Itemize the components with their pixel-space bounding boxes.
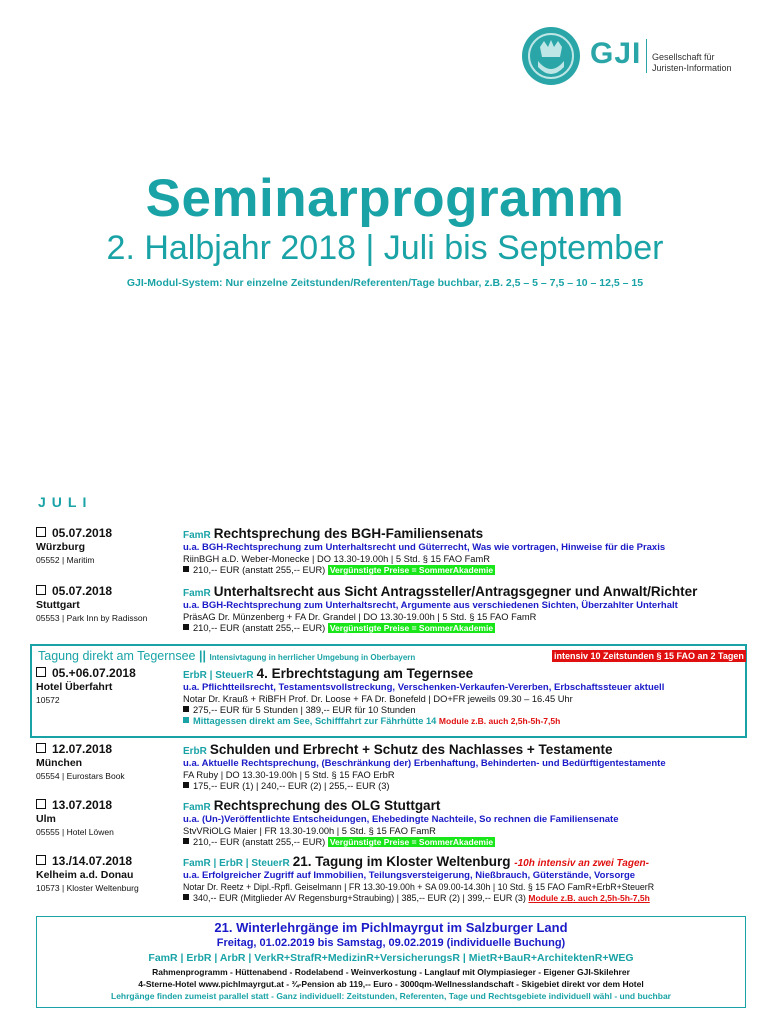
gji-logo <box>522 27 762 87</box>
logo-divider <box>646 39 647 73</box>
event-date: 05.07.2018 <box>52 584 113 598</box>
event-info: Notar Dr. Reetz + Dipl.-Rpfl. Geiselmann | FR 13.30-19.00h + SA 09.00-14.30h | 10 Std. § 15 FAO FamR+ErbR+SteuerR <box>183 882 655 892</box>
logo-sub-line1: Gesellschaft für <box>652 52 715 62</box>
event-date: 13./14.07.2018 <box>52 854 133 868</box>
bullet-square-icon <box>183 624 189 630</box>
event-city: München <box>36 757 83 769</box>
event-info: PräsAG Dr. Münzenberg + FA Dr. Grandel | DO 13.30-19.00h | 5 Std. § 15 FAO FamR <box>183 612 537 622</box>
discount-badge: Vergünstigte Preise = SommerAkademie <box>329 623 494 633</box>
intensive-badge: intensiv 10 Zeitstunden § 15 FAO an 2 Tagen <box>554 651 744 661</box>
bullet-square-icon <box>183 706 189 712</box>
event-title: Schulden und Erbrecht + Schutz des Nachlasses + Testamente <box>209 742 613 757</box>
event-code: 10573 | Kloster Weltenburg <box>36 883 139 893</box>
event-city: Würzburg <box>36 541 85 553</box>
bullet-square-icon <box>183 782 189 788</box>
event-description: u.a. BGH-Rechtsprechung zum Unterhaltsrecht, Argumente aus verschiedenen Sichten, Überzahlter Unterhalt <box>183 600 678 611</box>
event-price: 340,-- EUR (Mitglieder AV Regensburg+Straubing) | 385,-- EUR (2) | 399,-- EUR (3) <box>193 893 526 903</box>
module-note: Module z.B. auch 2,5h-5h-7,5h <box>528 893 650 903</box>
checkbox-icon[interactable] <box>36 527 46 537</box>
bullet-square-icon <box>183 838 189 844</box>
winter-fields: FamR | ErbR | ArbR | VerkR+StrafR+MedizinR+VersicherungsR | MietR+BauR+ArchitektenR+WEG <box>148 952 634 964</box>
page-subtitle: 2. Halbjahr 2018 | Juli bis September <box>106 229 664 267</box>
event-description: u.a. BGH-Rechtsprechung zum Unterhaltsrecht und Güterrecht, Was wie vortragen, Hinweise für die Praxis <box>183 542 666 553</box>
event-price: 210,-- EUR (anstatt 255,-- EUR) <box>193 837 326 847</box>
event-title: Unterhaltsrecht aus Sicht Antragssteller/Antragsgegner und Anwalt/Richter <box>213 584 698 599</box>
event-date: 05.+06.07.2018 <box>52 666 136 680</box>
event-tag: FamR <box>183 530 211 541</box>
discount-badge: Vergünstigte Preise = SommerAkademie <box>329 837 494 847</box>
month-heading: JULI <box>38 494 93 510</box>
event-title: 4. Erbrechtstagung am Tegernsee <box>256 666 474 681</box>
event-description: u.a. Erfolgreicher Zugriff auf Immobilien, Teilungsversteigerung, Nießbrauch, Güterstände, Vorsorge <box>183 870 636 881</box>
event-date: 05.07.2018 <box>52 526 113 540</box>
tegernsee-subtitle: Intensivtagung in herrlicher Umgebung in Oberbayern <box>209 653 416 662</box>
tegernsee-separator: || <box>199 649 206 663</box>
event-code: 05553 | Park Inn by Radisson <box>36 613 148 623</box>
bullet-square-icon <box>183 894 189 900</box>
event-date: 12.07.2018 <box>52 742 113 756</box>
checkbox-icon[interactable] <box>36 743 46 753</box>
event-description: u.a. Aktuelle Rechtsprechung, (Beschränkung der) Erbenhaftung, Behinderten- und Bedürftigentestamente <box>183 758 666 769</box>
event-city: Kelheim a.d. Donau <box>36 869 134 881</box>
event-title: Rechtsprechung des OLG Stuttgart <box>213 798 441 813</box>
event-price: 275,-- EUR für 5 Stunden | 389,-- EUR für 10 Stunden <box>193 705 416 715</box>
event-tag: FamR | ErbR | SteuerR <box>183 858 290 869</box>
event-tag: ErbR <box>183 746 207 757</box>
event-city: Stuttgart <box>36 599 80 611</box>
module-note: Module z.B. auch 2,5h-5h-7,5h <box>438 716 561 726</box>
event-city: Hotel Überfahrt <box>36 681 113 693</box>
winter-program: Rahmenprogramm - Hüttenabend - Rodelabend - Weinverkostung - Langlauf mit Olympiasieger - Eigener GJI-Skilehrer <box>152 967 630 977</box>
event-code: 05554 | Eurostars Book <box>36 771 125 781</box>
winter-courses-box <box>36 916 746 1008</box>
event-info: Notar Dr. Krauß + RiBFH Prof. Dr. Loose + FA Dr. Bonefeld | DO+FR jeweils 09.30 – 16.45 Uhr <box>183 694 573 704</box>
event-title: Rechtsprechung des BGH-Familiensenats <box>213 526 484 541</box>
checkbox-icon[interactable] <box>36 799 46 809</box>
event-price: 210,-- EUR (anstatt 255,-- EUR) <box>193 565 326 575</box>
event-info: FA Ruby | DO 13.30-19.00h | 5 Std. § 15 FAO ErbR <box>183 770 395 780</box>
event-description: u.a. Pflichtteilsrecht, Testamentsvollstreckung, Verschenken-Verkaufen-Vererben, Erbschaftssteuer aktuell <box>183 682 665 693</box>
bullet-square-icon <box>183 717 189 723</box>
event-price: 210,-- EUR (anstatt 255,-- EUR) <box>193 623 326 633</box>
event-tag: FamR <box>183 802 211 813</box>
winter-dates: Freitag, 01.02.2019 bis Samstag, 09.02.2019 (individuelle Buchung) <box>216 937 566 949</box>
event-code: 05552 | Maritim <box>36 555 95 565</box>
tegernsee-heading <box>38 649 415 663</box>
event-tag: ErbR | SteuerR <box>183 670 254 681</box>
event-code: 05555 | Hotel Löwen <box>36 827 114 837</box>
winter-note: Lehrgänge finden zumeist parallel statt - Ganz individuell: Zeitstunden, Referenten, Tage und Rechtsgebiete individuell wähl - und buchbar <box>111 991 671 1001</box>
event-date: 13.07.2018 <box>52 798 113 812</box>
checkbox-icon[interactable] <box>36 667 46 677</box>
checkbox-icon[interactable] <box>36 585 46 595</box>
event-tag: FamR <box>183 588 211 599</box>
event-info: StvVRiOLG Maier | FR 13.30-19.00h | 5 Std. § 15 FAO FamR <box>183 826 436 836</box>
event-title: 21. Tagung im Kloster Weltenburg <box>292 854 511 869</box>
logo-text: GJI <box>590 37 642 70</box>
event-description: u.a. (Un-)Veröffentlichte Entscheidungen, Ehebedingte Nachteile, So rechnen die Familiensenate <box>183 814 619 825</box>
winter-title: 21. Winterlehrgänge im Pichlmayrgut im Salzburger Land <box>214 920 568 935</box>
gji-emblem-icon <box>522 27 580 85</box>
winter-hotel: 4-Sterne-Hotel www.pichlmayrgut.at - ¾-Pension ab 119,-- Euro - 3000qm-Wellnesslandschaft - Skigebiet direkt vor dem Hotel <box>138 979 644 989</box>
bullet-square-icon <box>183 566 189 572</box>
discount-badge: Vergünstigte Preise = SommerAkademie <box>329 565 494 575</box>
event-city: Ulm <box>36 813 56 825</box>
event-info: RiinBGH a.D. Weber-Monecke | DO 13.30-19.00h | 5 Std. § 15 FAO FamR <box>183 554 490 564</box>
event-title-note: -10h intensiv an zwei Tagen- <box>514 858 649 869</box>
logo-sub-line2: Juristen-Information <box>652 63 732 73</box>
tegernsee-title: Tagung direkt am Tegernsee <box>38 649 196 663</box>
page-title: Seminarprogramm <box>145 169 625 228</box>
event-code: 10572 <box>36 695 60 705</box>
modul-system-note: GJI-Modul-System: Nur einzelne Zeitstunden/Referenten/Tage buchbar, z.B. 2,5 – 5 – 7,5 – 10 – 12,5 – 15 <box>126 277 644 289</box>
event-price: 175,-- EUR (1) | 240,-- EUR (2) | 255,-- EUR (3) <box>193 781 390 791</box>
logo-subtitle <box>652 52 732 74</box>
event-extra: Mittagessen direkt am See, Schifffahrt zur Fährhütte 14 <box>193 716 437 726</box>
checkbox-icon[interactable] <box>36 855 46 865</box>
